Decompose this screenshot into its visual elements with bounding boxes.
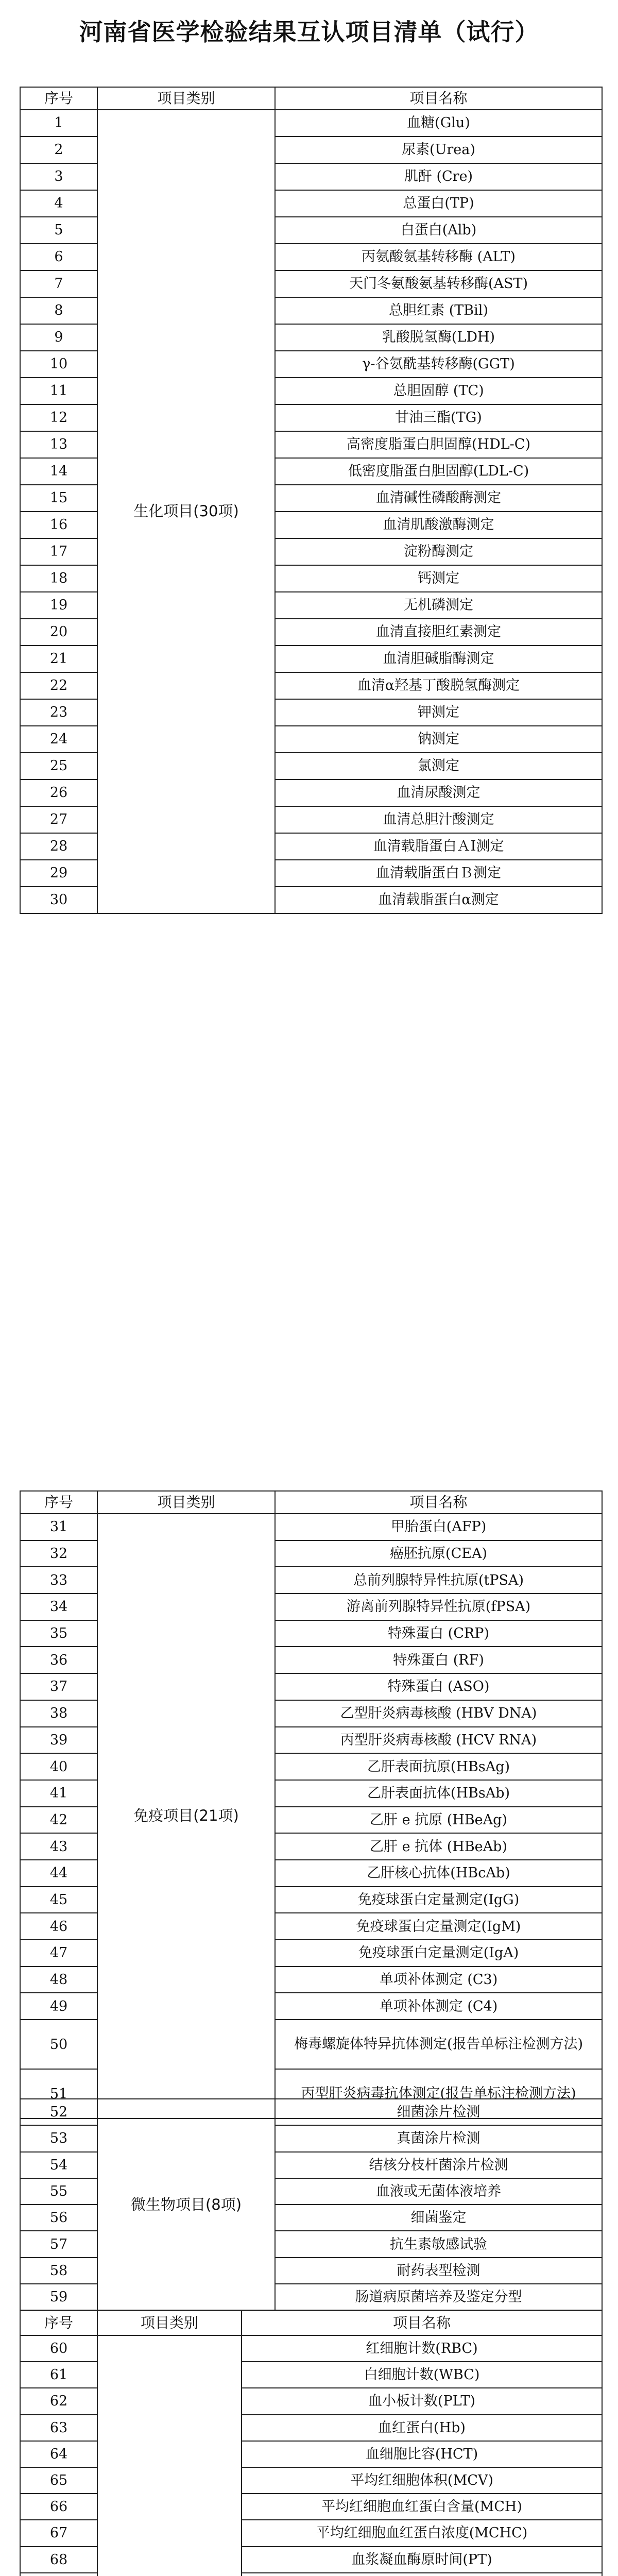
item-name: 血清载脂蛋白α测定 [275,887,602,913]
item-name: 血清肌酸激酶测定 [275,512,602,538]
row-number: 34 [20,1594,97,1620]
row-number: 6 [20,244,97,270]
item-name: 血清碱性磷酸酶测定 [275,485,602,512]
header-row [20,2311,602,2335]
row-number: 44 [20,1860,97,1887]
row-number: 15 [20,485,97,512]
header-category: 项目类别 [97,2311,242,2335]
item-name: 白细胞计数(WBC) [242,2362,602,2388]
row-number: 27 [20,806,97,833]
item-name: 尿素(Urea) [275,137,602,163]
row-number: 63 [20,2415,97,2441]
row-number: 43 [20,1833,97,1860]
row-number: 24 [20,726,97,753]
item-name: 肌酐 (Cre) [275,163,602,190]
row-number: 61 [20,2362,97,2388]
item-name: 血清载脂蛋白Ｂ测定 [275,860,602,887]
item-name: 梅毒螺旋体特异抗体测定(报告单标注检测方法) [275,2020,602,2069]
item-name: 血液或无菌体液培养 [275,2178,602,2205]
row-number: 58 [20,2258,97,2284]
item-name: 细菌涂片检测 [275,2099,602,2125]
row-number: 11 [20,378,97,404]
row-number: 30 [20,887,97,913]
row-number: 3 [20,163,97,190]
item-name: 细菌鉴定 [275,2205,602,2231]
page-title: 河南省医学检验结果互认项目清单（试行） [79,18,539,46]
item-name: 血清载脂蛋白ＡI测定 [275,833,602,860]
row-number: 50 [20,2020,97,2069]
item-name: 白蛋白(Alb) [275,217,602,244]
item-name: 钙测定 [275,565,602,592]
section-table [20,1490,603,2119]
item-name: 无机磷测定 [275,592,602,619]
item-name: 甲胎蛋白(AFP) [275,1514,602,1540]
row-number: 26 [20,779,97,806]
row-number: 13 [20,431,97,458]
row-number: 68 [20,2547,97,2573]
row-number: 29 [20,860,97,887]
item-name [242,2573,602,2576]
item-name: 免疫球蛋白定量测定(IgG) [275,1887,602,1913]
item-name: 血清直接胆红素测定 [275,619,602,646]
row-number: 65 [20,2467,97,2494]
item-name: 天门冬氨酸氨基转移酶(AST) [275,270,602,297]
row-number: 46 [20,1913,97,1940]
item-name: 钾测定 [275,699,602,726]
item-name: 血红蛋白(Hb) [242,2415,602,2441]
item-name: 抗生素敏感试验 [275,2231,602,2257]
header-name: 项目名称 [275,87,602,110]
row-number: 56 [20,2205,97,2231]
category-cell: 免疫项目(21项) [97,1514,275,2119]
section-table [20,2310,603,2576]
item-name: 免疫球蛋白定量测定(IgA) [275,1940,602,1967]
item-name: 丙型肝炎病毒抗体测定(报告单标注检测方法) [275,2069,602,2119]
item-name: 红细胞计数(RBC) [242,2335,602,2362]
row-number: 49 [20,1993,97,2020]
item-name: 特殊蛋白 (ASO) [275,1673,602,1700]
category-cell: 微生物项目(8项) [97,2099,275,2310]
row-number: 52 [20,2099,97,2125]
row-number: 39 [20,1727,97,1754]
row-number: 47 [20,1940,97,1967]
item-name: 高密度脂蛋白胆固醇(HDL-C) [275,431,602,458]
item-name: 单项补体测定 (C3) [275,1967,602,1993]
row-number: 4 [20,190,97,217]
row-number: 55 [20,2178,97,2205]
row-number: 12 [20,404,97,431]
header-no: 序号 [20,2311,97,2335]
table-row [20,1514,602,1540]
row-number: 35 [20,1620,97,1647]
row-number: 54 [20,2152,97,2178]
item-name: 丙型肝炎病毒核酸 (HCV RNA) [275,1727,602,1754]
item-name: 总胆固醇 (TC) [275,378,602,404]
row-number: 59 [20,2284,97,2310]
item-name: 血糖(Glu) [275,110,602,137]
header-name: 项目名称 [242,2311,602,2335]
row-number: 7 [20,270,97,297]
row-number: 60 [20,2335,97,2362]
row-number: 53 [20,2125,97,2151]
category-cell [97,2335,242,2576]
item-name: 总胆红素 (TBil) [275,297,602,324]
item-name: 乳酸脱氢酶(LDH) [275,324,602,351]
item-name: 血清胆碱脂酶测定 [275,646,602,672]
item-name: 血细胞比容(HCT) [242,2441,602,2467]
header-category: 项目类别 [97,87,275,110]
item-name: 特殊蛋白 (CRP) [275,1620,602,1647]
table-row [20,2335,602,2362]
item-name: 血清总胆汁酸测定 [275,806,602,833]
item-name: 血清尿酸测定 [275,779,602,806]
item-name: 免疫球蛋白定量测定(IgM) [275,1913,602,1940]
row-number: 23 [20,699,97,726]
row-number: 33 [20,1567,97,1594]
item-name: 耐药表型检测 [275,2258,602,2284]
row-number: 32 [20,1540,97,1567]
item-name: 真菌涂片检测 [275,2125,602,2151]
row-number: 31 [20,1514,97,1540]
header-row [20,1491,602,1514]
header-no: 序号 [20,1491,97,1514]
row-number: 37 [20,1673,97,1700]
item-name: 血浆凝血酶原时间(PT) [242,2547,602,2573]
row-number: 16 [20,512,97,538]
row-number: 2 [20,137,97,163]
row-number: 67 [20,2520,97,2546]
item-name: 游离前列腺特异性抗原(fPSA) [275,1594,602,1620]
item-name: 平均红细胞血红蛋白浓度(MCHC) [242,2520,602,2546]
row-number: 28 [20,833,97,860]
item-name: 乙肝 e 抗体 (HBeAb) [275,1833,602,1860]
row-number: 41 [20,1780,97,1807]
row-number: 22 [20,672,97,699]
item-name: 乙肝表面抗原(HBsAg) [275,1753,602,1780]
row-number: 10 [20,351,97,378]
item-name: 总蛋白(TP) [275,190,602,217]
row-number: 62 [20,2388,97,2414]
item-name: 乙肝表面抗体(HBsAb) [275,1780,602,1807]
item-name: 低密度脂蛋白胆固醇(LDL-C) [275,458,602,485]
row-number: 45 [20,1887,97,1913]
item-name: 平均红细胞血红蛋白含量(MCH) [242,2494,602,2520]
row-number: 42 [20,1807,97,1834]
section-table [20,87,603,914]
item-name: γ-谷氨酰基转移酶(GGT) [275,351,602,378]
row-number: 51 [20,2069,97,2119]
header-row [20,87,602,110]
row-number: 5 [20,217,97,244]
row-number: 48 [20,1967,97,1993]
row-number: 18 [20,565,97,592]
item-name: 平均红细胞体积(MCV) [242,2467,602,2494]
item-name: 氯测定 [275,753,602,779]
item-name: 特殊蛋白 (RF) [275,1647,602,1673]
item-name: 癌胚抗原(CEA) [275,1540,602,1567]
item-name: 血小板计数(PLT) [242,2388,602,2414]
header-name: 项目名称 [275,1491,602,1514]
item-name: 肠道病原菌培养及鉴定分型 [275,2284,602,2310]
row-number: 36 [20,1647,97,1673]
item-name: 总前列腺特异性抗原(tPSA) [275,1567,602,1594]
row-number: 25 [20,753,97,779]
item-name: 乙肝 e 抗原 (HBeAg) [275,1807,602,1834]
header-category: 项目类别 [97,1491,275,1514]
row-number: 14 [20,458,97,485]
row-number: 38 [20,1700,97,1727]
row-number: 8 [20,297,97,324]
row-number: 66 [20,2494,97,2520]
row-number: 1 [20,110,97,137]
row-number: 21 [20,646,97,672]
item-name: 乙型肝炎病毒核酸 (HBV DNA) [275,1700,602,1727]
row-number: 17 [20,538,97,565]
item-name: 结核分枝杆菌涂片检测 [275,2152,602,2178]
section-table [20,2098,603,2311]
table-row [20,2099,602,2125]
row-number [20,2573,97,2576]
item-name: 甘油三酯(TG) [275,404,602,431]
item-name: 淀粉酶测定 [275,538,602,565]
item-name: 钠测定 [275,726,602,753]
item-name: 单项补体测定 (C4) [275,1993,602,2020]
header-no: 序号 [20,87,97,110]
row-number: 9 [20,324,97,351]
row-number: 64 [20,2441,97,2467]
category-cell: 生化项目(30项) [97,110,275,913]
row-number: 19 [20,592,97,619]
table-row [20,110,602,137]
item-name: 血清α羟基丁酸脱氢酶测定 [275,672,602,699]
item-name: 丙氨酸氨基转移酶 (ALT) [275,244,602,270]
row-number: 40 [20,1753,97,1780]
row-number: 20 [20,619,97,646]
row-number: 57 [20,2231,97,2257]
item-name: 乙肝核心抗体(HBcAb) [275,1860,602,1887]
